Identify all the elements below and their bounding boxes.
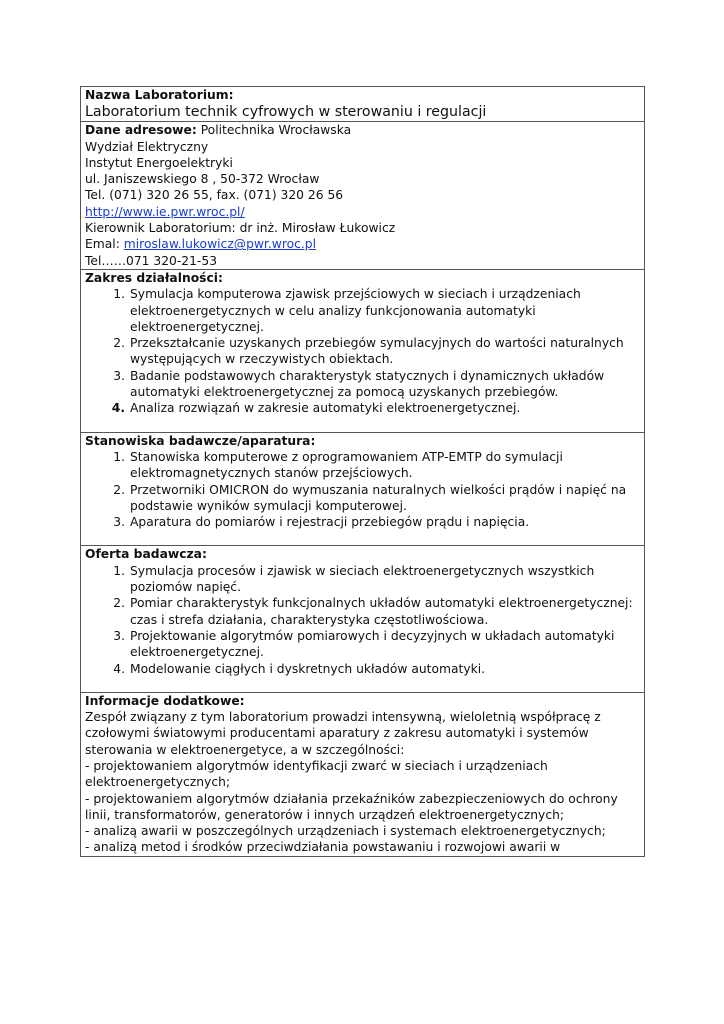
stations-heading: Stanowiska badawcze/aparatura: [85,433,316,448]
email-label: Emal: [85,237,120,252]
item-number: 1. [113,449,125,464]
item-text: Stanowiska komputerowe z oprogramowaniem ATP-EMTP do symulacji elektromagnetycznych stanów przejściowych. [130,449,563,481]
address-section [81,122,644,270]
item-number: 3. [113,368,125,383]
item-number: 2. [113,336,125,351]
list-item [85,514,640,530]
list-item [85,449,640,482]
list-item [85,661,640,677]
address-line: Tel. (071) 320 26 55, fax. (071) 320 26 56 [85,188,344,203]
list-item [85,286,640,335]
paragraph: - projektowaniem algorytmów działania przekaźników zabezpieczeniowych do ochrony linii, transformatorów, generatorów i innych urządzeń elektroenergetycznych; [85,791,618,822]
item-text: Projektowanie algorytmów pomiarowych i decyzyjnych w układach automatyki elektroenergetycznej. [130,628,615,660]
offer-heading: Oferta badawcza: [85,547,207,562]
lab-manager: Kierownik Laboratorium: dr inż. Mirosław Łukowicz [85,221,396,236]
website-link[interactable]: http://www.ie.pwr.wroc.pl/ [85,204,245,219]
lab-name-heading: Nazwa Laboratorium: [85,88,234,102]
address-first-line [85,122,640,138]
item-text: Symulacja komputerowa zjawisk przejściowych w sieciach i urządzeniach elektroenergetycznych w celu analizy funkcjonowania automatyki elektroenergetycznej. [130,287,581,334]
item-number: 3. [113,628,125,643]
item-text: Modelowanie ciągłych i dyskretnych układów automatyki. [130,661,486,676]
list-item [85,482,640,515]
paragraph: - analizą metod i środków przeciwdziałania powstawaniu i rozwojowi awarii w [85,840,561,855]
item-number: 4. [113,661,125,676]
address-heading: Dane adresowe: [85,123,197,138]
list-item [85,335,640,368]
scope-list [85,286,640,416]
lab-info-table [80,86,645,857]
additional-heading: Informacje dodatkowe: [85,693,245,708]
paragraph: - projektowaniem algorytmów identyfikacji zwarć w sieciach i urządzeniach elektroenergetycznych; [85,758,548,790]
offer-section [81,546,644,692]
address-line: Wydział Elektryczny [85,139,209,154]
list-item [85,628,640,661]
item-text: Analiza rozwiązań w zakresie automatyki elektroenergetycznej. [130,401,521,416]
item-text: Przetworniki OMICRON do wymuszania naturalnych wielkości prądów i napięć na podstawie wyników symulacji komputerowej. [130,482,627,513]
email-link[interactable]: miroslaw.lukowicz@pwr.wroc.pl [123,237,317,252]
list-item [85,368,640,401]
lab-name: Laboratorium technik cyfrowych w sterowaniu i regulacji [85,104,487,121]
item-number: 1. [113,287,125,302]
item-number: 4. [111,401,125,416]
phone: Tel……071 320-21-53 [85,253,218,268]
item-number: 2. [113,482,125,497]
list-item [85,400,640,416]
paragraph: Zespół związany z tym laboratorium prowadzi intensywną, wieloletnią współpracę z czołowymi światowymi producentami aparatury z zakresu automatyki i systemów sterowania w elektroenergetyce, a w szczególności: [85,710,601,757]
item-number: 3. [113,515,125,530]
address-line: ul. Janiszewskiego 8 , 50-372 Wrocław [85,172,320,187]
item-text: Badanie podstawowych charakterystyk statycznych i dynamicznych układów automatyki elektroenergetycznej za pomocą uzyskanych przebiegów. [130,368,605,400]
item-text: Przekształcanie uzyskanych przebiegów symulacyjnych do wartości naturalnych występujących w rzeczywistych obiektach. [130,336,624,367]
item-number: 1. [113,563,125,578]
item-text: Symulacja procesów i zjawisk w sieciach elektroenergetycznych wszystkich poziomów napięć. [130,563,595,595]
list-item [85,595,640,628]
paragraph: - analizą awarii w poszczególnych urządzeniach i systemach elektroenergetycznych; [85,824,606,839]
scope-heading: Zakres działalności: [85,270,223,285]
lab-name-section [81,87,644,122]
stations-section [81,433,644,547]
address-line: Instytut Energoelektryki [85,155,233,170]
item-text: Pomiar charakterystyk funkcjonalnych układów automatyki elektroenergetycznej: czas i strefa działania, charakterystyka częstotliwościowa. [130,596,633,627]
list-item [85,563,640,596]
stations-list [85,449,640,530]
additional-section [81,693,644,856]
scope-section [81,270,644,433]
offer-list [85,563,640,677]
item-text: Aparatura do pomiarów i rejestracji przebiegów prądu i napięcia. [130,515,530,530]
item-number: 2. [113,596,125,611]
institution: Politechnika Wrocławska [200,123,352,138]
